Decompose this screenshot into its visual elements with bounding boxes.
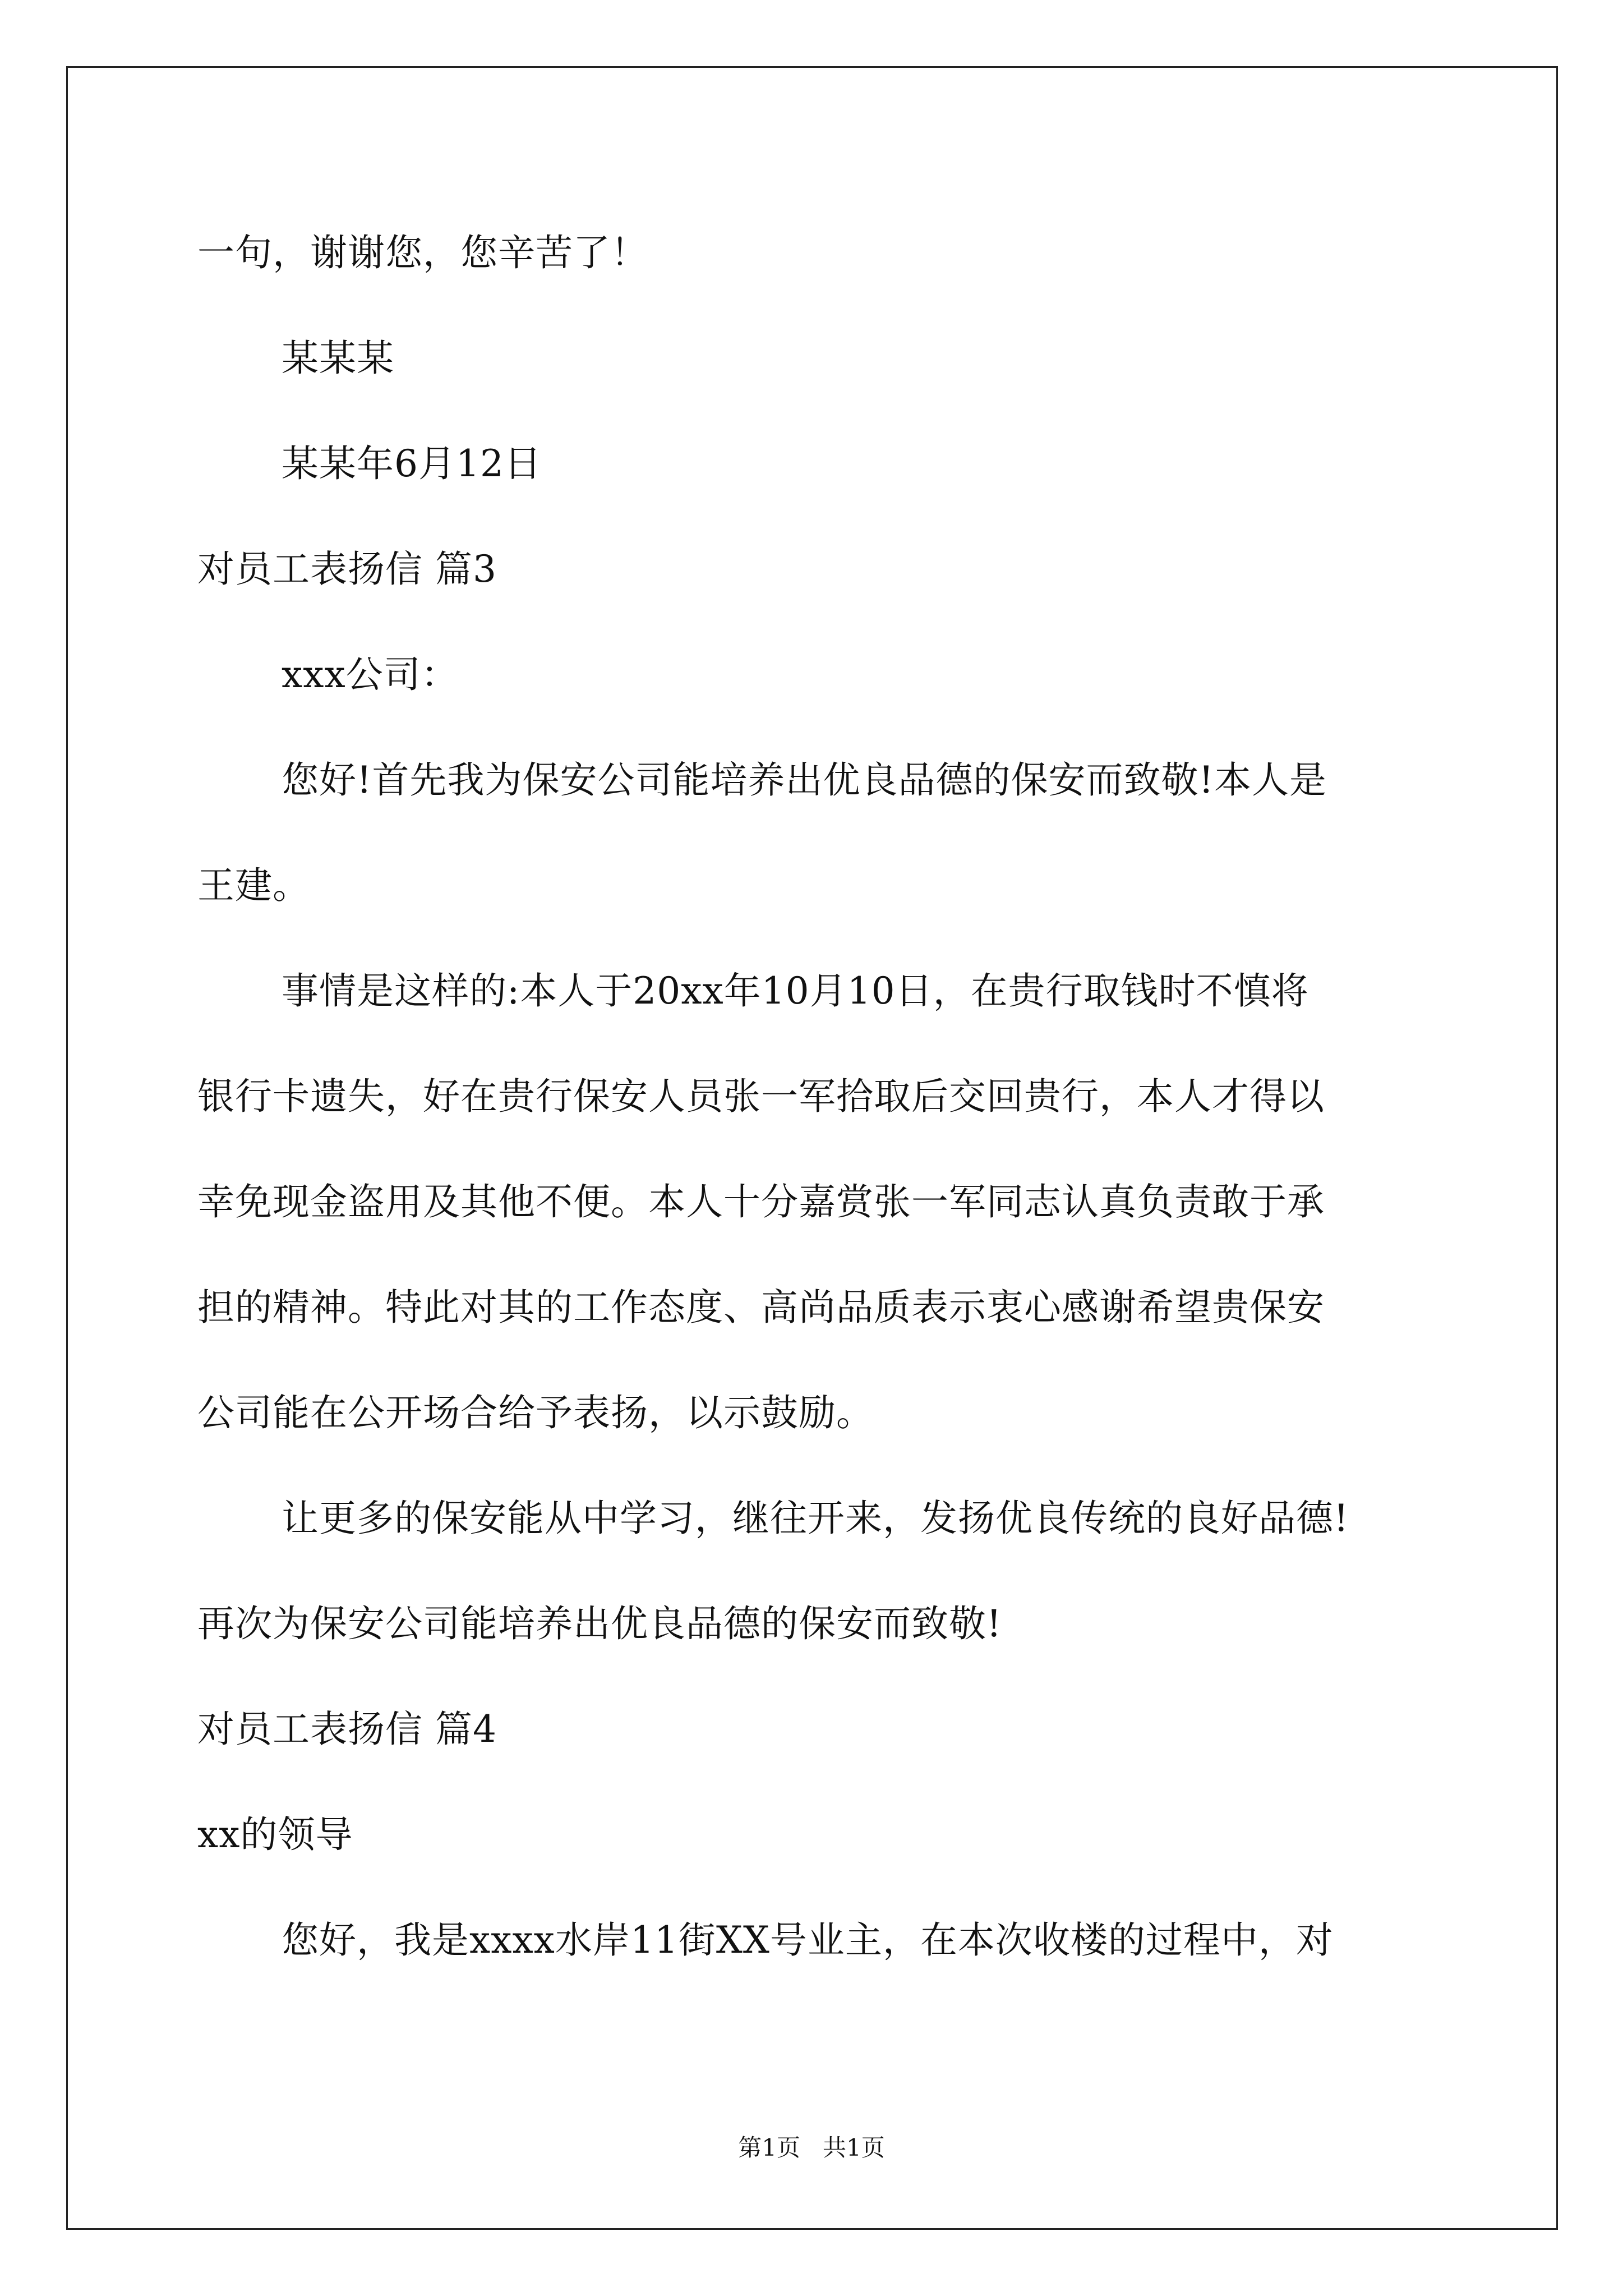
text-line: 再次为保安公司能培养出优良品德的保安而致敬! (197, 1602, 1002, 1645)
section-heading: 对员工表扬信 篇4 (197, 1708, 497, 1751)
text-line: 担的精神。特此对其的工作态度、高尚品质表示衷心感谢希望贵保安 (197, 1286, 1325, 1329)
text-line: 让更多的保安能从中学习，继往开来，发扬优良传统的良好品德! (282, 1497, 1349, 1540)
text-line: 一句，谢谢您，您辛苦了！ (197, 231, 648, 274)
salutation: xxx公司： (282, 653, 459, 696)
text-line: 您好，我是xxxx水岸11街XX号业主，在本次收楼的过程中，对 (282, 1918, 1334, 1962)
page-number: 第1页 共1页 (738, 2134, 885, 2161)
text-line: 王建。 (197, 864, 310, 907)
signature-date: 某某年6月12日 (282, 442, 542, 485)
text-line: 事情是这样的:本人于20xx年10月10日，在贵行取钱时不慎将 (282, 969, 1309, 1013)
text-line: 公司能在公开场合给予表扬，以示鼓励。 (197, 1391, 874, 1434)
page-border (66, 66, 1558, 2230)
text-line: 银行卡遗失，好在贵行保安人员张一军拾取后交回贵行，本人才得以 (197, 1075, 1325, 1118)
section-heading: 对员工表扬信 篇3 (197, 547, 497, 591)
text-line: 您好!首先我为保安公司能培养出优良品德的保安而致敬!本人是 (282, 758, 1327, 802)
text-line: 幸免现金盗用及其他不便。本人十分嘉赏张一军同志认真负责敢于承 (197, 1180, 1325, 1223)
salutation: xx的领导 (197, 1813, 353, 1856)
signature-name: 某某某 (282, 337, 394, 380)
